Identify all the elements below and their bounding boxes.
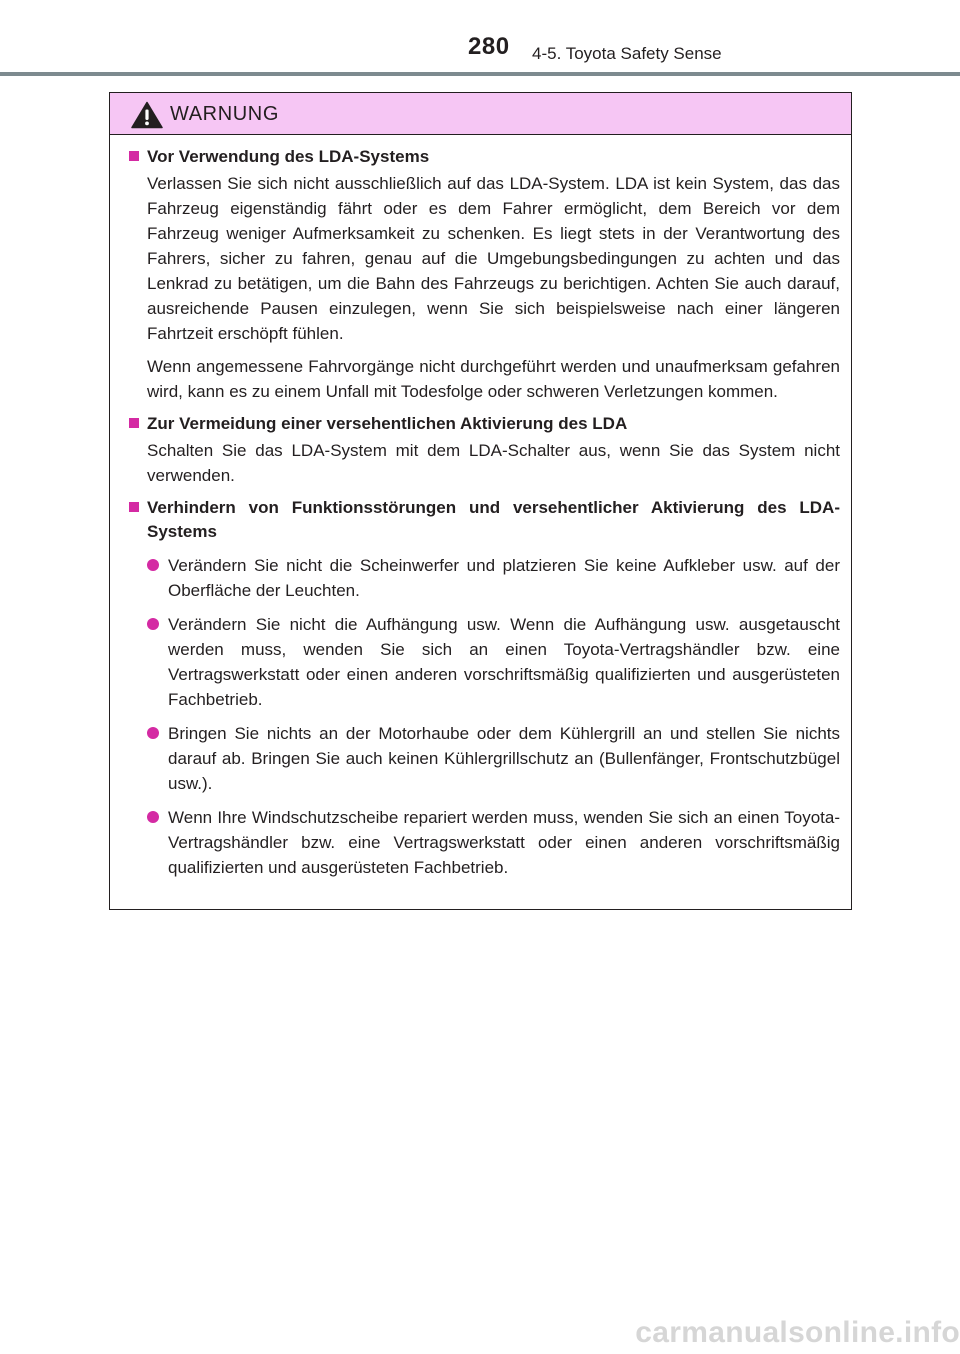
round-bullet-icon [147,559,159,571]
round-bullet-icon [147,811,159,823]
page-number: 280 [468,33,510,60]
paragraph: Wenn angemessene Fahrvorgänge nicht durchgeführt werden und unaufmerksam gefahren wird, kann es zu einem Unfall mit Todesfolge oder schweren Verletzungen kommen. [147,357,840,401]
warning-header [110,93,851,135]
list-item-text: Verändern Sie nicht die Scheinwerfer und platzieren Sie keine Aufkleber usw. auf der Oberfläche der Leuchten. [168,556,840,600]
square-bullet-icon [129,418,139,428]
section-heading: Zur Vermeidung einer versehentlichen Aktivierung des LDA [147,414,628,433]
list-item [147,721,840,796]
list-item [147,612,840,712]
section-heading: Verhindern von Funktionsstörungen und versehentlicher Aktivierung des LDA-Systems [147,498,840,541]
paragraph: Verlassen Sie sich nicht ausschließlich auf das LDA-System. LDA ist kein System, das das Fahrzeug eigenständig fährt oder es dem Fahrer ermöglicht, dem Bereich vor dem Fahrzeug weniger Aufmerksamkeit zu schenken. Es liegt stets in der Verantwortung des Fahrers, sicher zu fahren, genau auf die Umgebungsbedingungen zu achten und das Lenkrad zu betätigen, um die Bahn des Fahrzeugs zu berichtigen. Achten Sie auch darauf, ausreichende Pausen einzulegen, wenn Sie sich beispielsweise nach einer längeren Fahrtzeit erschöpft fühlen. [147,174,840,343]
section-title: 4-5. Toyota Safety Sense [532,44,722,63]
round-bullet-icon [147,727,159,739]
square-bullet-icon [129,151,139,161]
list-item-text: Verändern Sie nicht die Aufhängung usw. Wenn die Aufhängung usw. ausgetauscht werden muss, wenden Sie sich an einen Toyota-Vertragshändler bzw. eine Vertragswerkstatt oder einen anderen vorschriftsmäßig qualifizierten und ausgerüsteten Fachbetrieb. [168,615,840,709]
warning-section [125,496,840,880]
list-item-text: Wenn Ihre Windschutzscheibe repariert werden muss, wenden Sie sich an einen Toyota-Vertragshändler bzw. eine Vertragswerkstatt oder einen anderen vorschriftsmäßig qualifizierten und ausgerüsteten Fachbetrieb. [168,808,840,877]
list-item-text: Bringen Sie nichts an der Motorhaube oder dem Kühlergrill an und stellen Sie nichts darauf ab. Bringen Sie auch keinen Kühlergrillschutz an (Bullenfänger, Frontschutzbügel usw.). [168,724,840,793]
paragraph: Schalten Sie das LDA-System mit dem LDA-Schalter aus, wenn Sie das System nicht verwenden. [147,441,840,485]
warning-section [125,412,840,488]
header-rule [0,72,960,76]
warning-box [109,92,852,910]
square-bullet-icon [129,502,139,512]
list-item [147,805,840,880]
section-heading: Vor Verwendung des LDA-Systems [147,147,430,166]
watermark: carmanualsonline.info [635,1316,960,1349]
warning-title: WARNUNG [170,103,280,125]
warning-section [125,145,840,404]
warning-triangle-icon [131,101,163,129]
page-header [0,0,960,80]
list-item [147,553,840,603]
warning-body [110,135,851,880]
round-bullet-icon [147,618,159,630]
